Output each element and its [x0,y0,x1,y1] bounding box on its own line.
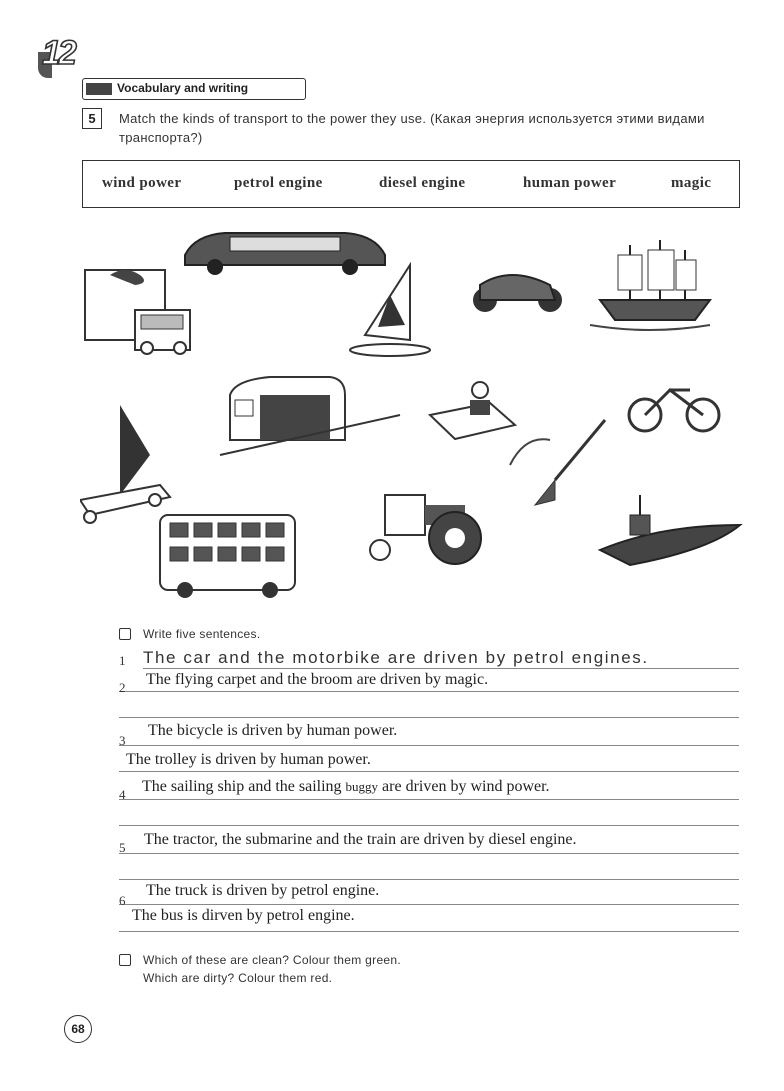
broom-picture [510,420,605,505]
line-number: 5 [119,840,126,855]
windsurfer-picture [350,265,430,356]
word-magic: magic [671,175,712,191]
task-checkbox[interactable] [119,628,131,640]
pencil-icon [86,83,112,95]
page-number: 68 [64,1015,92,1043]
word-box [82,160,740,208]
truck-picture [85,270,190,354]
sentence-3b: The trolley is driven by human power. [126,751,371,768]
sentence-6b: The bus is dirven by petrol engine. [132,907,355,924]
writing-line [119,771,739,772]
tractor-picture [370,495,481,564]
writing-line [119,879,739,880]
flying-carpet-picture [430,382,515,439]
writing-line [119,717,739,718]
sailing-buggy-picture [80,405,170,523]
line-number: 4 [119,787,126,802]
writing-line [119,904,739,905]
sentence-4-part-b: buggy [345,779,379,794]
transport-illustrations [80,225,760,605]
line-number: 6 [119,893,126,908]
sentence-4-part-a: The sailing ship and the sailing [142,778,342,795]
writing-line [119,691,739,692]
line-number: 3 [119,733,126,748]
writing-line [119,825,739,826]
exercise-instruction: Match the kinds of transport to the power they use. (Какая энергия используется этими видами транспорта?) [119,111,705,145]
trolley-picture [220,377,400,455]
bicycle-picture [629,390,719,431]
line-number: 1 [119,653,126,668]
writing-line [119,853,739,854]
writing-line [119,799,739,800]
bus-picture [160,515,295,598]
sentence-3: The bicycle is driven by human power. [148,722,398,739]
writing-line [119,745,739,746]
writing-line [119,931,739,932]
motorbike-picture [473,275,562,312]
unit-number: 12 [42,34,74,72]
word-petrol-engine: petrol engine [234,175,323,191]
sentence-6: The truck is driven by petrol engine. [146,882,380,899]
sentence-5: The tractor, the submarine and the train are driven by diesel engine. [144,831,577,848]
line-number: 2 [119,680,126,695]
section-header [82,78,306,100]
word-diesel-engine: diesel engine [379,175,466,191]
sailing-ship-picture [590,240,710,330]
task-colour-clean: Which of these are clean? Colour them green. [143,953,401,967]
writing-line [143,668,739,669]
unit-badge [38,34,86,78]
word-human-power: human power [523,175,617,191]
sentence-1: The car and the motorbike are driven by petrol engines. [143,648,649,667]
sentence-2: The flying carpet and the broom are driven by magic. [146,671,489,688]
task2-checkbox[interactable] [119,954,131,966]
exercise-number: 5 [82,108,102,129]
word-wind-power: wind power [102,175,182,191]
sentence-4-part-c: are driven by wind power. [382,778,550,795]
task-colour-dirty: Which are dirty? Colour them red. [143,971,333,985]
car-picture [185,233,385,275]
section-title: Vocabulary and writing [117,81,249,95]
submarine-picture [600,495,740,565]
sentence-4 [142,778,550,796]
task-write-sentences: Write five sentences. [143,627,261,641]
